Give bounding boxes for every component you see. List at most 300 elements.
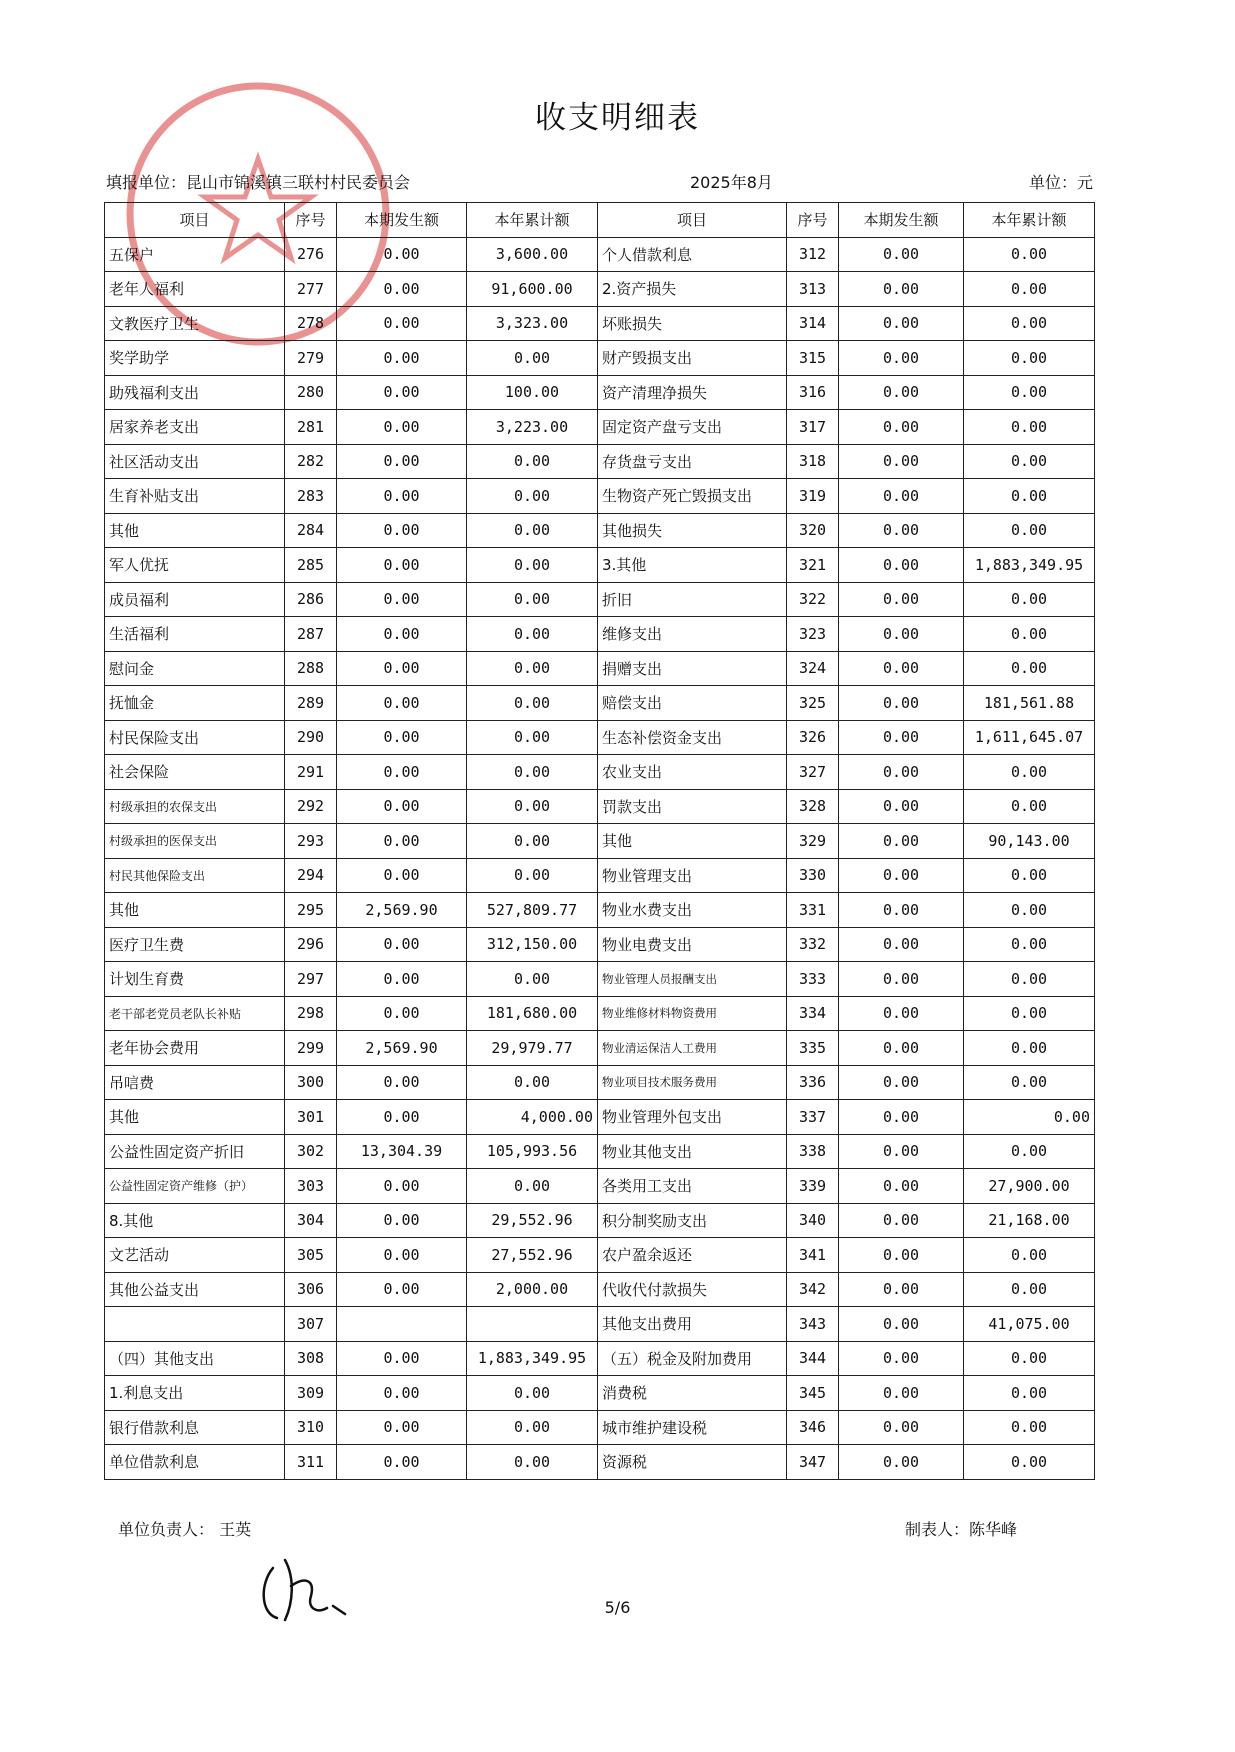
row-item-left (105, 1307, 285, 1342)
row-ytd-left: 27,552.96 (467, 1238, 598, 1273)
row-ytd-right: 0.00 (964, 1376, 1095, 1411)
row-current-left (337, 1307, 467, 1342)
row-current-left: 0.00 (337, 1065, 467, 1100)
row-seq-right: 342 (787, 1272, 839, 1307)
row-ytd-right: 0.00 (964, 1445, 1095, 1480)
row-ytd-right: 0.00 (964, 617, 1095, 652)
row-seq-right: 340 (787, 1203, 839, 1238)
row-item-left: 老干部老党员老队长补贴 (105, 996, 285, 1031)
row-seq-right: 335 (787, 1031, 839, 1066)
row-current-left: 0.00 (337, 824, 467, 859)
table-row (105, 789, 1095, 824)
table-row (105, 444, 1095, 479)
row-ytd-left: 0.00 (467, 548, 598, 583)
table-row (105, 513, 1095, 548)
row-seq-right: 326 (787, 720, 839, 755)
table-row (105, 720, 1095, 755)
row-current-right: 0.00 (839, 1272, 964, 1307)
row-seq-left: 296 (285, 927, 337, 962)
row-item-right: 个人借款利息 (598, 237, 787, 272)
row-item-right: 财产毁损支出 (598, 341, 787, 376)
table-row (105, 1341, 1095, 1376)
row-item-left: 其他 (105, 1100, 285, 1135)
row-ytd-right: 0.00 (964, 858, 1095, 893)
row-current-left: 0.00 (337, 375, 467, 410)
row-current-left: 0.00 (337, 582, 467, 617)
row-ytd-left: 0.00 (467, 858, 598, 893)
row-item-right: 积分制奖励支出 (598, 1203, 787, 1238)
row-ytd-left: 181,680.00 (467, 996, 598, 1031)
row-seq-left: 282 (285, 444, 337, 479)
row-item-right: 消费税 (598, 1376, 787, 1411)
row-seq-right: 320 (787, 513, 839, 548)
row-ytd-right: 0.00 (964, 789, 1095, 824)
row-ytd-left: 0.00 (467, 1169, 598, 1204)
row-current-left: 0.00 (337, 1100, 467, 1135)
row-ytd-left: 0.00 (467, 617, 598, 652)
table-row (105, 755, 1095, 790)
row-seq-right: 312 (787, 237, 839, 272)
table-body (105, 237, 1095, 1479)
table-row (105, 1203, 1095, 1238)
row-ytd-right: 0.00 (964, 444, 1095, 479)
col-header-seq-right: 序号 (787, 203, 839, 238)
row-current-right: 0.00 (839, 824, 964, 859)
row-current-right: 0.00 (839, 1410, 964, 1445)
row-item-right: 农业支出 (598, 755, 787, 790)
row-item-right: 2.资产损失 (598, 272, 787, 307)
row-seq-right: 321 (787, 548, 839, 583)
row-current-left: 0.00 (337, 686, 467, 721)
row-seq-right: 337 (787, 1100, 839, 1135)
row-seq-left: 284 (285, 513, 337, 548)
row-item-right: 存货盘亏支出 (598, 444, 787, 479)
row-seq-left: 291 (285, 755, 337, 790)
page-number: 5/6 (604, 1598, 631, 1617)
row-current-right: 0.00 (839, 893, 964, 928)
table-row (105, 962, 1095, 997)
row-ytd-right: 0.00 (964, 1065, 1095, 1100)
row-item-left: 老年人福利 (105, 272, 285, 307)
row-ytd-right: 0.00 (964, 1238, 1095, 1273)
row-item-right: 物业其他支出 (598, 1134, 787, 1169)
row-current-left: 0.00 (337, 548, 467, 583)
row-current-right: 0.00 (839, 479, 964, 514)
row-ytd-right: 0.00 (964, 237, 1095, 272)
row-current-left: 0.00 (337, 962, 467, 997)
row-seq-left: 286 (285, 582, 337, 617)
row-ytd-right: 21,168.00 (964, 1203, 1095, 1238)
row-seq-left: 305 (285, 1238, 337, 1273)
row-item-left: 生活福利 (105, 617, 285, 652)
table-row (105, 651, 1095, 686)
row-item-right: （五）税金及附加费用 (598, 1341, 787, 1376)
row-item-left: 生育补贴支出 (105, 479, 285, 514)
row-current-left: 0.00 (337, 237, 467, 272)
row-item-right: 物业维修材料物资费用 (598, 996, 787, 1031)
table-row (105, 617, 1095, 652)
row-item-right: 资产清理净损失 (598, 375, 787, 410)
row-ytd-left: 0.00 (467, 686, 598, 721)
row-seq-left: 308 (285, 1341, 337, 1376)
row-ytd-left: 0.00 (467, 444, 598, 479)
table-row (105, 272, 1095, 307)
row-current-right: 0.00 (839, 1445, 964, 1480)
row-item-left: 老年协会费用 (105, 1031, 285, 1066)
row-current-right: 0.00 (839, 1203, 964, 1238)
row-ytd-right: 0.00 (964, 479, 1095, 514)
row-current-right: 0.00 (839, 686, 964, 721)
row-seq-left: 301 (285, 1100, 337, 1135)
row-seq-left: 280 (285, 375, 337, 410)
row-item-right: 折旧 (598, 582, 787, 617)
row-seq-right: 323 (787, 617, 839, 652)
row-ytd-right: 0.00 (964, 927, 1095, 962)
table-row (105, 1445, 1095, 1480)
row-ytd-right: 1,883,349.95 (964, 548, 1095, 583)
row-current-left: 0.00 (337, 720, 467, 755)
table-row (105, 996, 1095, 1031)
row-ytd-right: 0.00 (964, 1410, 1095, 1445)
row-seq-right: 332 (787, 927, 839, 962)
row-item-left: 助残福利支出 (105, 375, 285, 410)
row-current-left: 0.00 (337, 1410, 467, 1445)
row-seq-left: 295 (285, 893, 337, 928)
row-item-right: 物业项目技术服务费用 (598, 1065, 787, 1100)
row-seq-right: 319 (787, 479, 839, 514)
table-row (105, 410, 1095, 445)
row-current-right: 0.00 (839, 789, 964, 824)
row-current-left: 0.00 (337, 410, 467, 445)
row-ytd-left: 0.00 (467, 720, 598, 755)
row-current-right: 0.00 (839, 272, 964, 307)
row-seq-left: 303 (285, 1169, 337, 1204)
row-seq-right: 330 (787, 858, 839, 893)
row-item-left: 文艺活动 (105, 1238, 285, 1273)
row-seq-right: 339 (787, 1169, 839, 1204)
row-item-right: 城市维护建设税 (598, 1410, 787, 1445)
row-seq-right: 329 (787, 824, 839, 859)
row-current-right: 0.00 (839, 1031, 964, 1066)
row-ytd-left: 3,223.00 (467, 410, 598, 445)
reporting-unit: 填报单位：昆山市锦溪镇三联村村民委员会 (106, 173, 411, 192)
row-ytd-left: 0.00 (467, 1410, 598, 1445)
row-seq-left: 310 (285, 1410, 337, 1445)
row-ytd-right: 181,561.88 (964, 686, 1095, 721)
table-row (105, 582, 1095, 617)
row-item-right: 罚款支出 (598, 789, 787, 824)
table-row (105, 548, 1095, 583)
table-row (105, 375, 1095, 410)
row-current-right: 0.00 (839, 996, 964, 1031)
row-item-right: 坏账损失 (598, 306, 787, 341)
row-item-right: 维修支出 (598, 617, 787, 652)
table-row (105, 1134, 1095, 1169)
row-seq-left: 294 (285, 858, 337, 893)
row-current-right: 0.00 (839, 306, 964, 341)
row-ytd-left: 527,809.77 (467, 893, 598, 928)
row-item-right: 其他损失 (598, 513, 787, 548)
row-current-left: 0.00 (337, 513, 467, 548)
row-ytd-left (467, 1307, 598, 1342)
row-seq-left: 297 (285, 962, 337, 997)
table-row (105, 1376, 1095, 1411)
row-item-left: 村级承担的农保支出 (105, 789, 285, 824)
row-seq-right: 343 (787, 1307, 839, 1342)
row-seq-left: 283 (285, 479, 337, 514)
col-header-item-right: 项目 (598, 203, 787, 238)
row-item-left: 村民其他保险支出 (105, 858, 285, 893)
row-current-left: 0.00 (337, 341, 467, 376)
row-item-left: 8.其他 (105, 1203, 285, 1238)
row-item-right: 其他 (598, 824, 787, 859)
row-seq-right: 341 (787, 1238, 839, 1273)
row-current-right: 0.00 (839, 858, 964, 893)
row-seq-right: 334 (787, 996, 839, 1031)
income-expense-table (104, 202, 1095, 1480)
row-seq-right: 346 (787, 1410, 839, 1445)
row-ytd-left: 0.00 (467, 582, 598, 617)
row-seq-right: 344 (787, 1341, 839, 1376)
table-header-row (105, 203, 1095, 238)
row-item-left: 公益性固定资产折旧 (105, 1134, 285, 1169)
row-seq-left: 278 (285, 306, 337, 341)
row-ytd-left: 0.00 (467, 789, 598, 824)
row-item-right: 物业管理人员报酬支出 (598, 962, 787, 997)
row-ytd-right: 1,611,645.07 (964, 720, 1095, 755)
row-item-left: 银行借款利息 (105, 1410, 285, 1445)
row-item-left: 单位借款利息 (105, 1445, 285, 1480)
row-item-left: 其他 (105, 893, 285, 928)
table-row (105, 893, 1095, 928)
row-current-right: 0.00 (839, 582, 964, 617)
row-ytd-right: 90,143.00 (964, 824, 1095, 859)
row-ytd-left: 0.00 (467, 651, 598, 686)
row-seq-left: 304 (285, 1203, 337, 1238)
row-ytd-left: 4,000.00 (467, 1100, 598, 1135)
row-seq-left: 299 (285, 1031, 337, 1066)
row-item-right: 生态补偿资金支出 (598, 720, 787, 755)
row-seq-left: 307 (285, 1307, 337, 1342)
table-row (105, 1100, 1095, 1135)
report-period: 2025年8月 (690, 173, 773, 192)
row-current-right: 0.00 (839, 237, 964, 272)
row-seq-left: 309 (285, 1376, 337, 1411)
row-item-left: 村级承担的医保支出 (105, 824, 285, 859)
row-seq-left: 289 (285, 686, 337, 721)
table-row (105, 1307, 1095, 1342)
row-ytd-right: 0.00 (964, 306, 1095, 341)
row-seq-left: 311 (285, 1445, 337, 1480)
row-seq-right: 328 (787, 789, 839, 824)
row-seq-left: 292 (285, 789, 337, 824)
row-seq-right: 345 (787, 1376, 839, 1411)
row-item-right: 代收代付款损失 (598, 1272, 787, 1307)
row-ytd-right: 0.00 (964, 962, 1095, 997)
row-ytd-right: 0.00 (964, 996, 1095, 1031)
row-seq-left: 279 (285, 341, 337, 376)
row-ytd-left: 0.00 (467, 1376, 598, 1411)
table-row (105, 927, 1095, 962)
row-ytd-right: 0.00 (964, 513, 1095, 548)
row-seq-right: 338 (787, 1134, 839, 1169)
row-ytd-right: 0.00 (964, 375, 1095, 410)
row-current-right: 0.00 (839, 341, 964, 376)
row-current-right: 0.00 (839, 1065, 964, 1100)
row-item-left: 1.利息支出 (105, 1376, 285, 1411)
row-ytd-left: 0.00 (467, 824, 598, 859)
table-row (105, 1031, 1095, 1066)
row-ytd-left: 0.00 (467, 479, 598, 514)
row-ytd-right: 27,900.00 (964, 1169, 1095, 1204)
table-row (105, 824, 1095, 859)
row-item-left: 军人优抚 (105, 548, 285, 583)
row-seq-left: 287 (285, 617, 337, 652)
row-current-left: 0.00 (337, 479, 467, 514)
row-current-left: 0.00 (337, 755, 467, 790)
row-item-right: 其他支出费用 (598, 1307, 787, 1342)
row-current-left: 0.00 (337, 1341, 467, 1376)
row-item-left: 奖学助学 (105, 341, 285, 376)
row-item-left: 其他公益支出 (105, 1272, 285, 1307)
row-current-left: 0.00 (337, 1272, 467, 1307)
row-ytd-right: 0.00 (964, 582, 1095, 617)
row-current-left: 0.00 (337, 1203, 467, 1238)
table-row (105, 1410, 1095, 1445)
row-seq-left: 276 (285, 237, 337, 272)
table-row (105, 1272, 1095, 1307)
row-current-right: 0.00 (839, 1238, 964, 1273)
row-ytd-right: 0.00 (964, 1272, 1095, 1307)
row-item-right: 3.其他 (598, 548, 787, 583)
row-current-right: 0.00 (839, 1307, 964, 1342)
row-item-right: 资源税 (598, 1445, 787, 1480)
row-ytd-right: 0.00 (964, 651, 1095, 686)
row-seq-left: 300 (285, 1065, 337, 1100)
row-current-right: 0.00 (839, 444, 964, 479)
row-seq-right: 314 (787, 306, 839, 341)
row-ytd-left: 2,000.00 (467, 1272, 598, 1307)
row-seq-right: 327 (787, 755, 839, 790)
row-ytd-left: 3,323.00 (467, 306, 598, 341)
row-ytd-left: 0.00 (467, 1065, 598, 1100)
row-current-left: 0.00 (337, 1238, 467, 1273)
row-seq-left: 293 (285, 824, 337, 859)
row-item-right: 捐赠支出 (598, 651, 787, 686)
row-item-left: 慰问金 (105, 651, 285, 686)
row-seq-right: 317 (787, 410, 839, 445)
row-seq-left: 302 (285, 1134, 337, 1169)
row-current-right: 0.00 (839, 1134, 964, 1169)
row-current-right: 0.00 (839, 927, 964, 962)
row-current-left: 2,569.90 (337, 1031, 467, 1066)
row-ytd-right: 0.00 (964, 1031, 1095, 1066)
row-item-left: 抚恤金 (105, 686, 285, 721)
table-row (105, 237, 1095, 272)
row-current-left: 13,304.39 (337, 1134, 467, 1169)
row-item-left: 其他 (105, 513, 285, 548)
row-current-left: 2,569.90 (337, 893, 467, 928)
row-current-left: 0.00 (337, 1445, 467, 1480)
row-current-right: 0.00 (839, 720, 964, 755)
row-seq-left: 281 (285, 410, 337, 445)
row-item-left: 吊唁费 (105, 1065, 285, 1100)
row-seq-left: 306 (285, 1272, 337, 1307)
row-current-left: 0.00 (337, 306, 467, 341)
row-seq-right: 347 (787, 1445, 839, 1480)
row-seq-left: 288 (285, 651, 337, 686)
unit-principal: 单位负责人： 王英 (118, 1520, 252, 1539)
col-header-ytd-right: 本年累计额 (964, 203, 1095, 238)
row-current-right: 0.00 (839, 375, 964, 410)
row-item-right: 农户盈余返还 (598, 1238, 787, 1273)
row-current-right: 0.00 (839, 513, 964, 548)
row-item-left: 居家养老支出 (105, 410, 285, 445)
row-ytd-right: 0.00 (964, 893, 1095, 928)
row-ytd-left: 29,552.96 (467, 1203, 598, 1238)
row-ytd-left: 91,600.00 (467, 272, 598, 307)
row-item-left: 成员福利 (105, 582, 285, 617)
col-header-seq-left: 序号 (285, 203, 337, 238)
row-current-left: 0.00 (337, 789, 467, 824)
row-item-right: 固定资产盘亏支出 (598, 410, 787, 445)
row-seq-right: 324 (787, 651, 839, 686)
table-row (105, 1169, 1095, 1204)
row-seq-left: 285 (285, 548, 337, 583)
row-current-left: 0.00 (337, 927, 467, 962)
row-ytd-left: 105,993.56 (467, 1134, 598, 1169)
row-ytd-right: 41,075.00 (964, 1307, 1095, 1342)
row-current-right: 0.00 (839, 1169, 964, 1204)
currency-unit: 单位：元 (1028, 173, 1093, 192)
row-current-left: 0.00 (337, 444, 467, 479)
row-ytd-right: 0.00 (964, 410, 1095, 445)
row-item-left: 社会保险 (105, 755, 285, 790)
row-current-left: 0.00 (337, 1169, 467, 1204)
row-current-left: 0.00 (337, 651, 467, 686)
row-ytd-left: 0.00 (467, 755, 598, 790)
row-ytd-left: 0.00 (467, 513, 598, 548)
row-ytd-left: 3,600.00 (467, 237, 598, 272)
row-item-right: 物业电费支出 (598, 927, 787, 962)
table-row (105, 858, 1095, 893)
row-ytd-right: 0.00 (964, 1341, 1095, 1376)
row-current-right: 0.00 (839, 1376, 964, 1411)
row-current-right: 0.00 (839, 617, 964, 652)
row-item-right: 物业清运保洁人工费用 (598, 1031, 787, 1066)
row-current-right: 0.00 (839, 410, 964, 445)
row-ytd-left: 0.00 (467, 962, 598, 997)
row-current-right: 0.00 (839, 1100, 964, 1135)
table-row (105, 306, 1095, 341)
row-item-left: 社区活动支出 (105, 444, 285, 479)
row-item-left: 村民保险支出 (105, 720, 285, 755)
row-seq-right: 313 (787, 272, 839, 307)
row-seq-right: 331 (787, 893, 839, 928)
row-ytd-right: 0.00 (964, 272, 1095, 307)
row-item-right: 各类用工支出 (598, 1169, 787, 1204)
row-seq-right: 318 (787, 444, 839, 479)
row-item-right: 物业水费支出 (598, 893, 787, 928)
col-header-item-left: 项目 (105, 203, 285, 238)
row-seq-right: 322 (787, 582, 839, 617)
row-ytd-right: 0.00 (964, 1100, 1095, 1135)
col-header-current-left: 本期发生额 (337, 203, 467, 238)
table-row (105, 686, 1095, 721)
row-ytd-left: 0.00 (467, 341, 598, 376)
row-item-right: 物业管理外包支出 (598, 1100, 787, 1135)
row-seq-right: 316 (787, 375, 839, 410)
